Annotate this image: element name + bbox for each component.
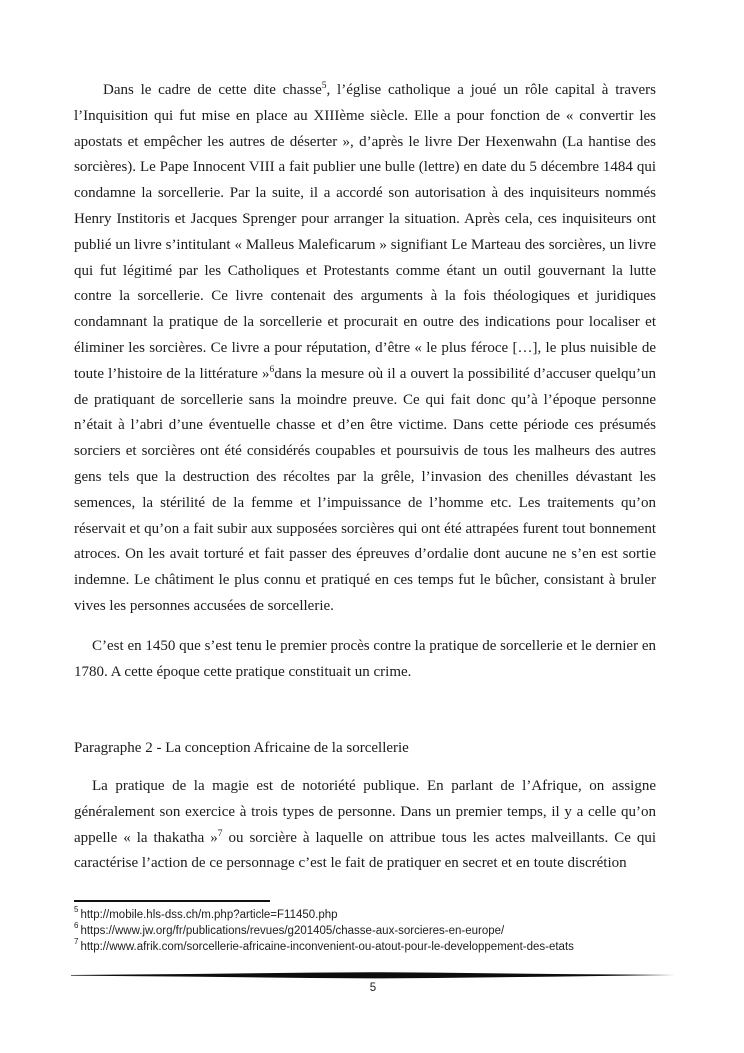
footnote-marker: 6 bbox=[74, 921, 79, 931]
paragraph-premier-proces: C’est en 1450 que s’est tenu le premier procès contre la pratique de sorcellerie et le dernier en 1780. A cette époque cette pratique constituait un crime. bbox=[74, 638, 656, 680]
footnote-reference: 5 bbox=[321, 81, 327, 91]
decorative-footer-rule bbox=[71, 971, 675, 980]
section-heading-paragraphe-2: Paragraphe 2 - La conception Africaine de la sorcellerie bbox=[74, 740, 409, 756]
paragraph-conception-africaine: La pratique de la magie est de notoriété publique. En parlant de l’Afrique, on assigne généralement son exercice à trois types de personne. Dans un premier temps, il y a celle qu’on appelle « la thakatha »$^7$ ou sorcière à laquelle on attribue tous les actes malveillants. Ce qui caractérise l’action de ce personnage c’est le fait de pratiquer en secret et en toute discrétion bbox=[74, 778, 656, 872]
page-number: 5 bbox=[369, 982, 377, 994]
footnote-url: http://www.afrik.com/sorcellerie-africaine-inconvenient-ou-atout-pour-le-developpement-des-etats bbox=[80, 941, 574, 953]
footnote-reference: 6 bbox=[269, 364, 275, 375]
footnote-6 bbox=[74, 923, 656, 939]
footnote-marker: 5 bbox=[74, 905, 79, 915]
footnote-reference: 7 bbox=[217, 828, 223, 839]
footnote-7 bbox=[74, 939, 656, 955]
footnote-marker: 7 bbox=[74, 937, 79, 947]
footnote-url: https://www.jw.org/fr/publications/revues/g201405/chasse-aux-sorcieres-en-europe/ bbox=[80, 925, 505, 937]
footnote-separator-rule bbox=[74, 900, 270, 902]
paragraph-inquisition-chasse-sorcieres: Dans le cadre de cette dite chasse$^5$, l’église catholique a joué un rôle capital à travers l’Inquisition qui fut mise en place au XIIIème siècle. Elle a pour fonction de « convertir les apostats et empêcher les autres de déserter », d’après le livre Der Hexenwahn (La hantise des sorcières). Le Pape Innocent VIII a fait publier une bulle (lettre) en date du 5 décembre 1484 qui condamne la sorcellerie. Par la suite, il a accordé son autorisation à des inquisiteurs nommés Henry Institoris et Jacques Sprenger pour arranger la situation. Après cela, ces inquisiteurs ont publié un livre s’intitulant « Malleus Maleficarum » signifiant Le Marteau des sorcières, un livre qui fut légitimé par les Catholiques et Protestants comme étant un outil gouvernant la lutte contre la sorcellerie. Ce livre contenait des arguments à la fois théologiques et juridiques condamnant la pratique de la sorcellerie et procurait en outre des indications pour localiser et éliminer les sorcières. Ce livre a pour réputation, d’être « le plus féroce […], le plus nuisible de toute l’histoire de la littérature »$^6$dans la mesure où il a ouvert la possibilité d’accuser quelqu’un de pratiquant de sorcellerie sans la moindre preuve. Ce qui fait donc qu’à l’époque personne n’était à l’abri d’une éventuelle chasse et d’en être victime. Dans cette période ces présumés sorciers et sorcières ont été considérés coupables et poursuivis de tous les malheurs des autres gens tels que la destruction des récoltes par la grêle, l’invasion des chenilles dévastant les semences, la stérilité de la femme et l’impuissance de l’homme etc. Les traitements qu’on réservait et qu’on a fait subir aux supposées sorcières qui ont été attrapées furent tout bonnement atroces. On les avait torturé et fait passer des épreuves d’ordalie dont aucune ne s’en est sortie indemne. Le châtiment le plus connu et pratiqué en ces temps fut le bûcher, consistant à bruler vives les personnes accusées de sorcellerie. bbox=[74, 81, 657, 614]
page-footer bbox=[71, 971, 675, 995]
footnote-5 bbox=[74, 907, 656, 923]
footnote-url: http://mobile.hls-dss.ch/m.php?article=F11450.php bbox=[80, 909, 338, 921]
footnotes-section bbox=[74, 894, 656, 955]
